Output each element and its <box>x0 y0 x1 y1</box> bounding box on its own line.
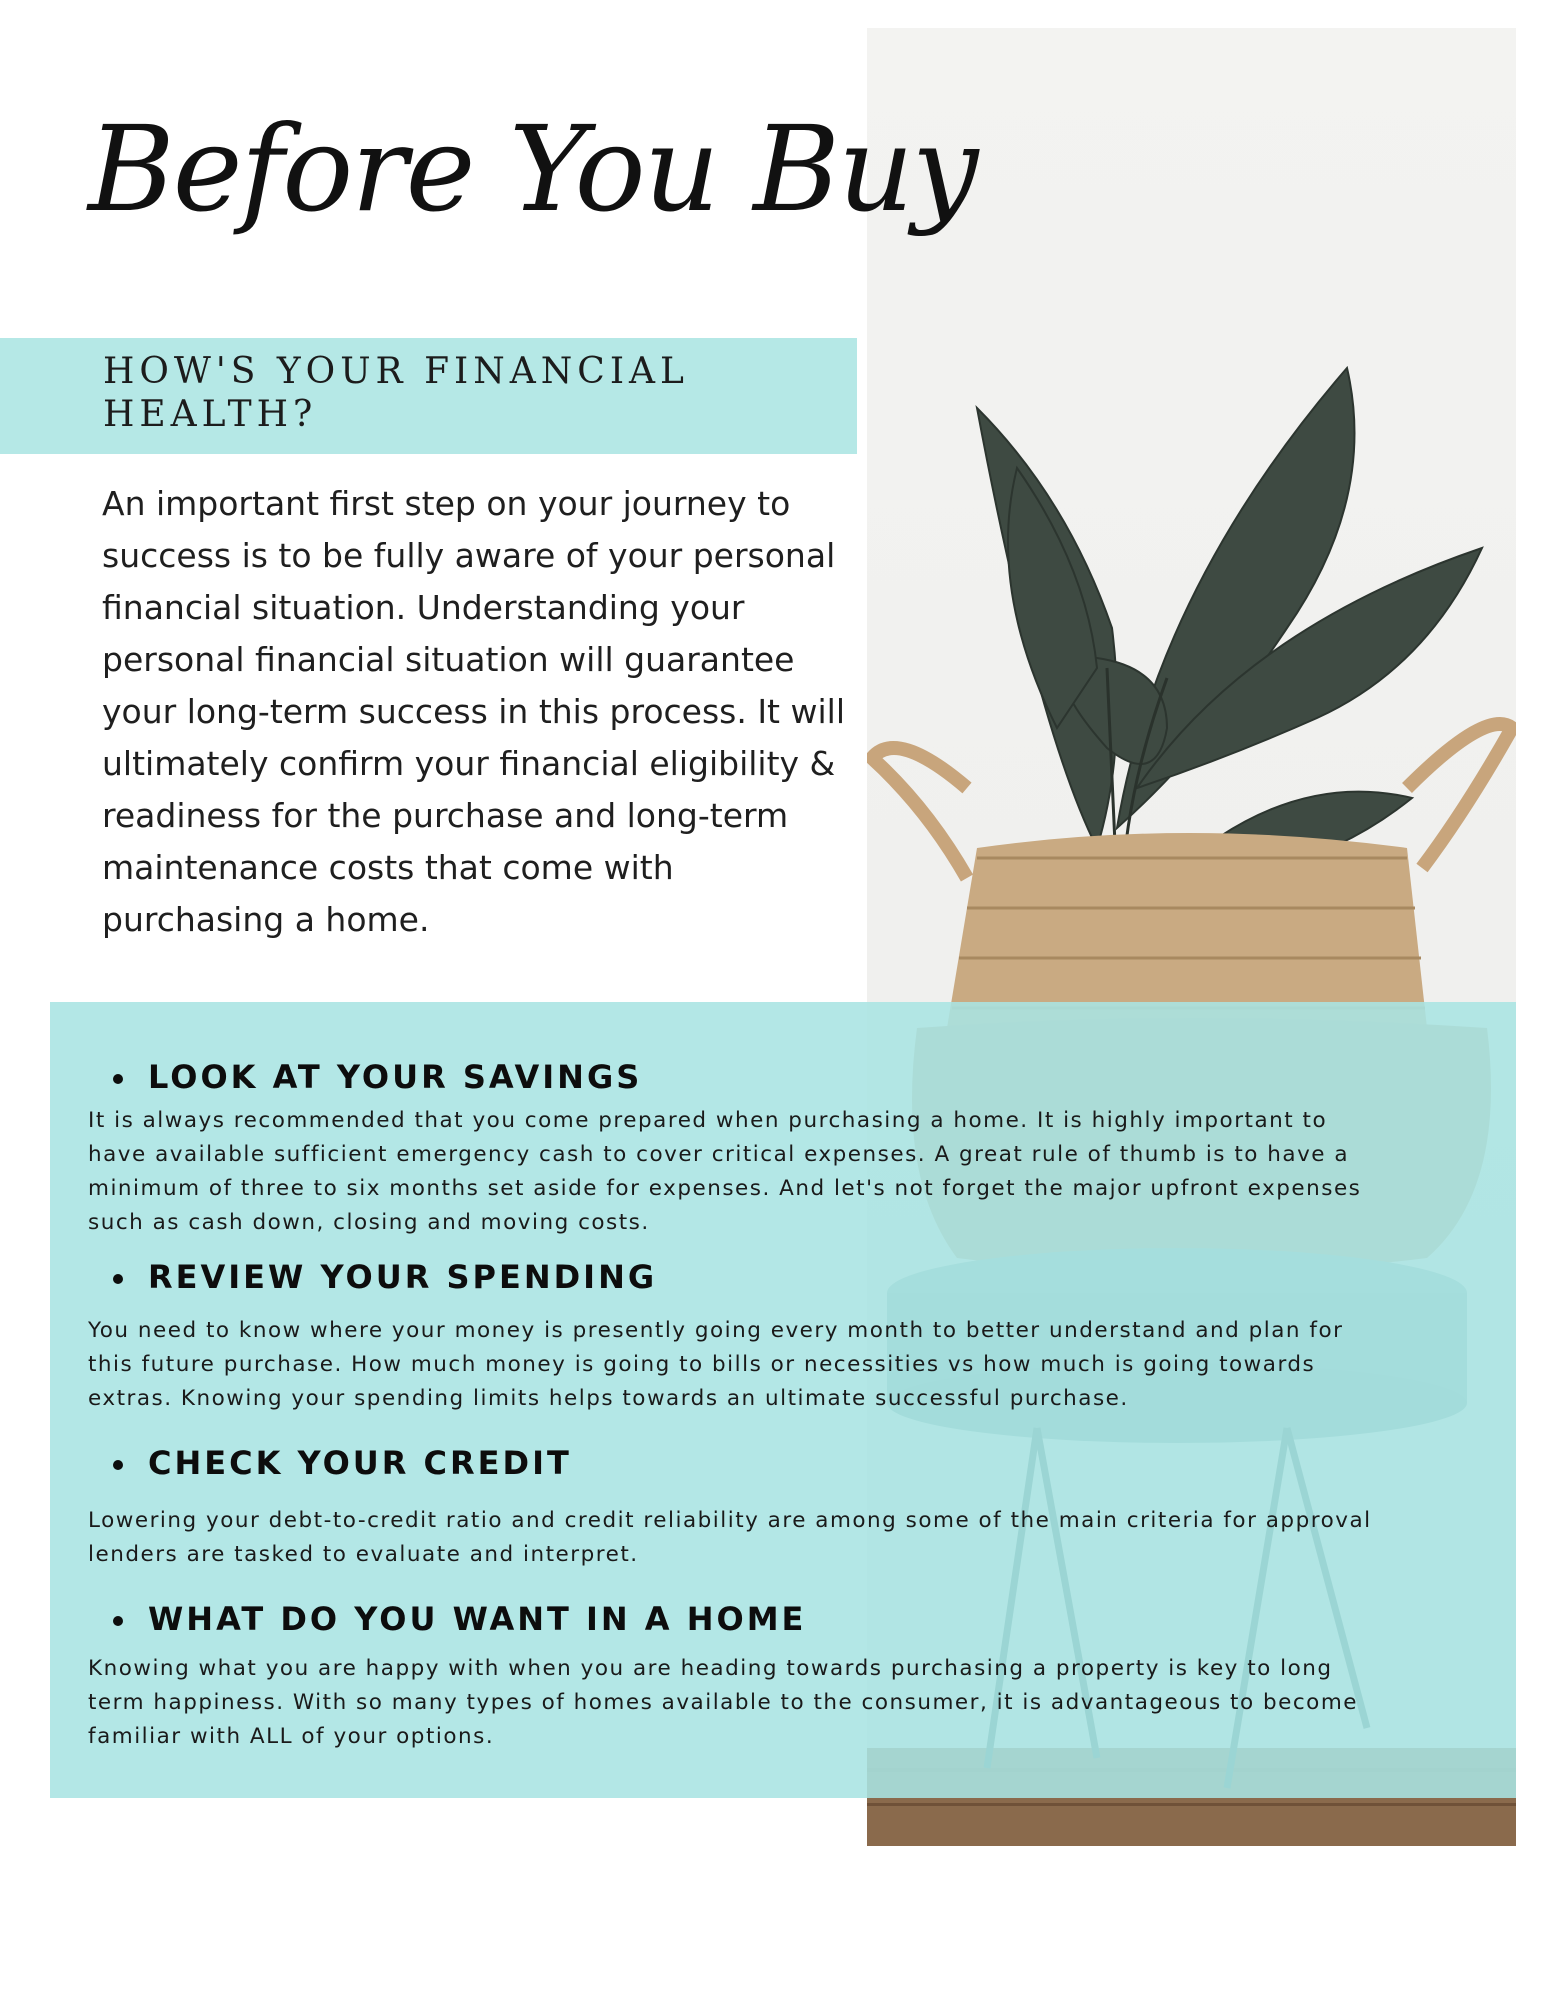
bullet-icon <box>113 1074 123 1084</box>
tip-heading-text: CHECK YOUR CREDIT <box>148 1444 572 1482</box>
tip-heading <box>88 1600 1388 1638</box>
tip-spending <box>88 1258 1388 1416</box>
tip-heading <box>88 1058 1388 1096</box>
tip-heading <box>88 1258 1388 1296</box>
tip-body: Knowing what you are happy with when you are heading towards purchasing a property is key to long term happiness. With so many types of homes available to the consumer, it is advantageous to become familiar with ALL of your options. <box>88 1656 1358 1749</box>
heading-band <box>0 338 857 454</box>
tip-body: You need to know where your money is presently going every month to better understand and plan for this future purchase. How much money is going to bills or necessities vs how much is going towards extras. Knowing your spending limits helps towards an ultimate successful purchase. <box>88 1318 1344 1411</box>
tip-savings <box>88 1058 1388 1240</box>
tip-body: It is always recommended that you come prepared when purchasing a home. It is highly important to have available sufficient emergency cash to cover critical expenses. A great rule of thumb is to have a minimum of three to six months set aside for expenses. And let's not forget the major upfront expenses such as cash down, closing and moving costs. <box>88 1108 1362 1235</box>
tip-credit <box>88 1444 1388 1572</box>
intro-paragraph: An important first step on your journey to success is to be fully aware of your personal financial situation. Understanding your personal financial situation will guarantee your long-term success in this process. It will ultimately confirm your financial eligibility & readiness for the purchase and long-term maintenance costs that come with purchasing a home. <box>102 484 845 939</box>
tip-home-wants <box>88 1600 1388 1754</box>
tip-heading-text: LOOK AT YOUR SAVINGS <box>148 1058 643 1096</box>
page-title: Before You Buy <box>88 100 977 238</box>
tip-heading-text: WHAT DO YOU WANT IN A HOME <box>148 1600 807 1638</box>
tip-body: Lowering your debt-to-credit ratio and credit reliability are among some of the main criteria for approval lenders are tasked to evaluate and interpret. <box>88 1508 1372 1567</box>
bullet-icon <box>113 1616 123 1626</box>
tip-heading <box>88 1444 1388 1482</box>
tip-heading-text: REVIEW YOUR SPENDING <box>148 1258 658 1296</box>
bullet-icon <box>113 1274 123 1284</box>
section-heading: HOW'S YOUR FINANCIAL HEALTH? <box>103 351 689 435</box>
bullet-icon <box>113 1460 123 1470</box>
plant-leaves <box>977 368 1482 878</box>
